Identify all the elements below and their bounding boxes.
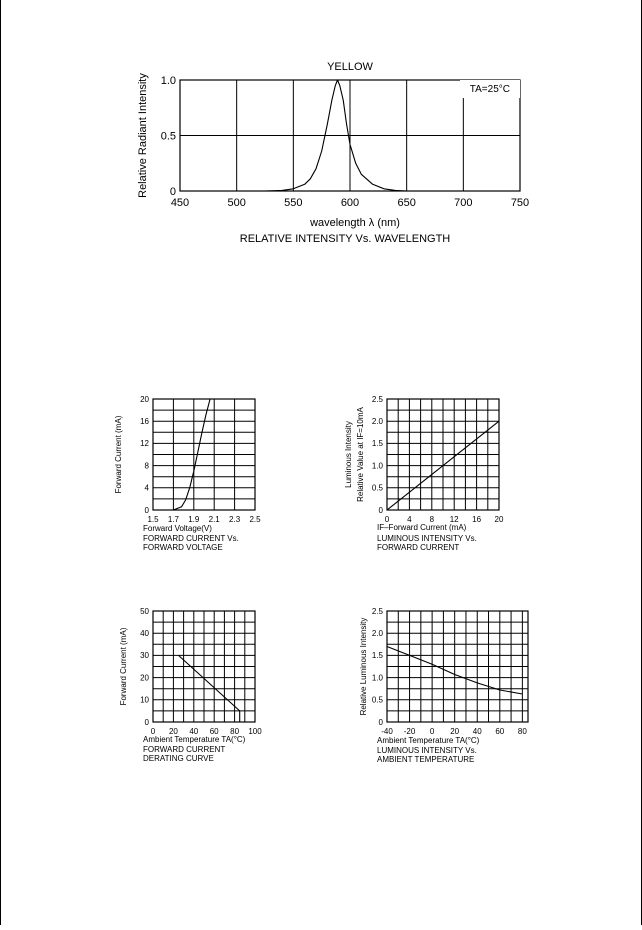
y-tick-label: 0 [378,505,383,515]
y-tick-label: 20 [140,673,149,683]
x-tick-label: 1.5 [147,515,159,524]
y-axis-label-2: Relative Value at IF=10mA [356,407,365,502]
x-tick-label: 700 [454,197,473,209]
x-tick-label: 20 [450,727,460,736]
x-tick-label: 550 [284,197,303,209]
y-tick-label: 8 [144,461,149,471]
x-axis-label: Ambient Temperature TA(°C) [377,736,480,745]
x-tick-label: 600 [340,197,360,209]
chart-subtitle: FORWARD VOLTAGE [143,543,223,552]
chart-1 [114,395,261,552]
x-tick-label: -20 [403,727,416,736]
x-tick-label: 2.3 [229,515,241,524]
x-tick-label: 2.5 [249,515,261,524]
x-axis-label: wavelength λ (nm) [310,217,400,229]
x-tick-label: 500 [227,197,246,209]
y-tick-label: 2.5 [371,606,383,616]
chart-subtitle: RELATIVE INTENSITY Vs. WAVELENGTH [239,233,451,245]
x-tick-label: 40 [472,727,482,736]
chart-subtitle: FORWARD CURRENT [143,745,226,754]
x-tick-label: 12 [449,515,459,524]
x-tick-label: 40 [189,727,199,736]
y-tick-label: 2.0 [371,417,383,426]
y-axis-label: Forward Current (mA) [119,627,128,706]
chart-subtitle: LUMINOUS INTENSITY Vs. [377,534,477,543]
x-tick-label: 20 [168,727,178,736]
y-tick-label: 1.5 [371,439,383,449]
y-tick-label: 12 [140,439,149,449]
x-tick-label: 750 [510,197,530,209]
x-tick-label: -40 [381,727,393,736]
y-tick-label: 0.5 [160,130,176,143]
y-tick-label: 1.5 [371,651,383,661]
x-tick-label: 0 [384,515,390,524]
x-tick-label: 60 [209,727,219,736]
y-tick-label: 1.0 [371,673,383,683]
y-tick-label: 0.5 [371,695,383,705]
y-tick-label: 40 [140,629,149,638]
chart-2 [344,395,504,552]
y-tick-label: 0 [144,717,149,727]
x-tick-label: 4 [407,515,412,524]
y-axis-label: Forward Current (mA) [114,415,123,494]
chart-0 [137,61,529,245]
y-tick-label: 30 [140,651,149,661]
y-tick-label: 0 [378,717,383,727]
x-tick-label: 100 [248,727,262,736]
y-axis-label: Relative Luminous Intensity [359,617,368,716]
y-tick-label: 0 [169,185,176,198]
x-axis-label: IF–Forward Current (mA) [377,523,467,532]
temperature-annotation: TA=25°C [469,84,510,95]
y-tick-label: 0.5 [371,483,383,493]
y-tick-label: 50 [140,606,149,616]
x-tick-label: 80 [517,727,527,736]
chart-subtitle: DERATING CURVE [143,754,214,763]
x-tick-label: 650 [397,197,416,209]
y-tick-label: 2.0 [371,629,383,638]
x-tick-label: 0 [429,727,435,736]
x-tick-label: 16 [472,515,482,524]
y-tick-label: 4 [144,483,149,493]
y-axis-label: Relative Radiant Intensity [137,73,149,198]
x-tick-label: 8 [429,515,435,524]
y-tick-label: 16 [140,417,149,426]
y-tick-label: 2.5 [371,394,383,404]
chart-subtitle: FORWARD CURRENT Vs. [143,534,239,543]
chart-3 [119,607,262,763]
x-axis-label: Forward Voltage(V) [143,524,212,533]
x-axis-label: Ambient Temperature TA(°C) [143,735,246,744]
chart-subtitle: FORWARD CURRENT [377,543,460,552]
x-tick-label: 1.9 [188,515,200,524]
page-left-edge [0,0,1,925]
y-tick-label: 1.0 [160,74,176,87]
y-tick-label: 10 [140,695,149,705]
x-tick-label: 2.1 [208,515,220,524]
x-tick-label: 1.7 [167,515,179,524]
y-tick-label: 1.0 [371,461,383,471]
chart-subtitle: AMBIENT TEMPERATURE [377,755,475,764]
y-axis-label: Luminous Intensity [344,421,353,488]
chart-title: YELLOW [327,61,373,73]
x-tick-label: 80 [230,727,240,736]
y-tick-label: 20 [140,394,149,404]
x-tick-label: 60 [495,727,505,736]
chart-4 [359,607,528,764]
y-tick-label: 0 [144,505,149,515]
chart-subtitle: LUMINOUS INTENSITY Vs. [377,746,477,755]
x-tick-label: 20 [494,515,504,524]
x-tick-label: 450 [170,197,190,209]
x-tick-label: 0 [150,727,156,736]
